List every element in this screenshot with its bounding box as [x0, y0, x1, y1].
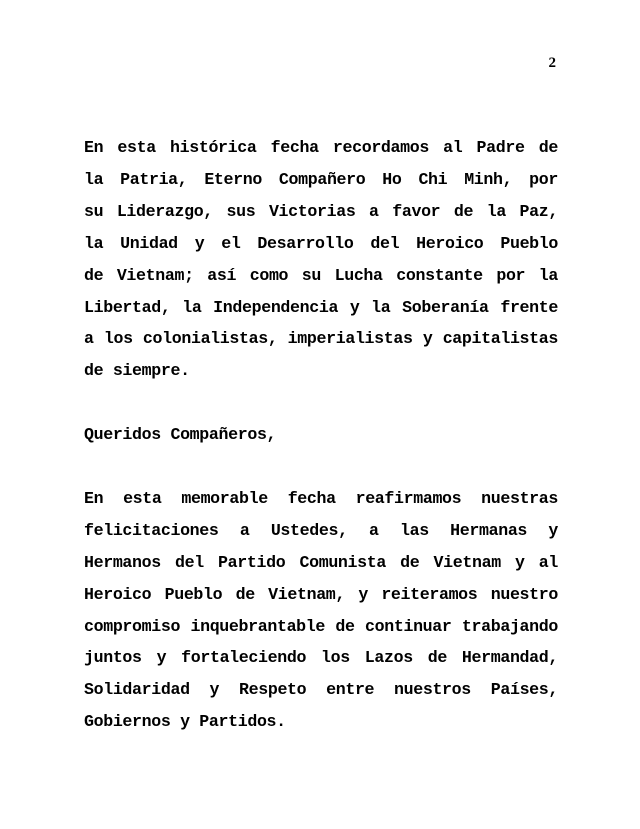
text-line: su Liderazgo, sus Victorias a favor de la Paz, — [84, 201, 558, 221]
text-line: de Vietnam; así como su Lucha constante por la — [84, 265, 558, 285]
text-line: Gobiernos y Partidos. — [84, 712, 286, 732]
paragraph-reaffirmation — [84, 483, 558, 738]
text-line: la Patria, Eterno Compañero Ho Chi Minh, por — [84, 169, 558, 189]
paragraph-greeting — [84, 419, 558, 451]
text-line: de siempre. — [84, 361, 190, 381]
text-line: Hermanos del Partido Comunista de Vietnam y al — [84, 552, 558, 572]
text-line: felicitaciones a Ustedes, a las Hermanas y — [84, 520, 558, 540]
text-line: la Unidad y el Desarrollo del Heroico Pueblo — [84, 233, 558, 253]
document-body — [84, 132, 558, 770]
paragraph-commemoration — [84, 132, 558, 387]
text-line: Solidaridad y Respeto entre nuestros Países, — [84, 680, 558, 700]
text-line: juntos y fortaleciendo los Lazos de Hermandad, — [84, 648, 558, 668]
text-line: a los colonialistas, imperialistas y capitalistas — [84, 329, 558, 349]
text-line: En esta histórica fecha recordamos al Padre de — [84, 138, 558, 157]
text-line: Heroico Pueblo de Vietnam, y reiteramos nuestro — [84, 584, 558, 604]
text-line: compromiso inquebrantable de continuar trabajando — [84, 616, 558, 636]
text-line: Libertad, la Independencia y la Soberanía frente — [84, 297, 558, 317]
text-line: En esta memorable fecha reafirmamos nuestras — [84, 488, 558, 508]
page-number: 2 — [548, 55, 556, 71]
text-line: Queridos Compañeros, — [84, 425, 277, 445]
